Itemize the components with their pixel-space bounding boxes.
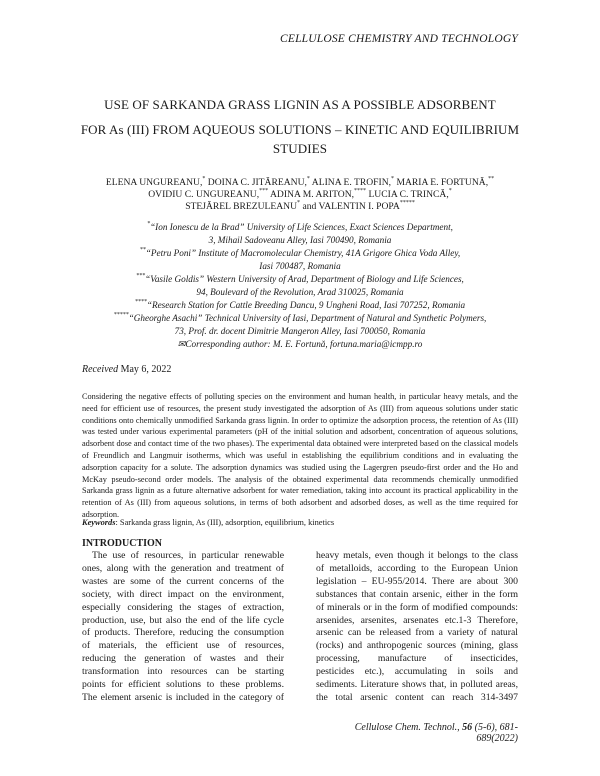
author-line-3: STEJĂREL BREZULEANU* and VALENTIN I. POPA***** (185, 200, 415, 212)
text-line: points for efficient solutions to these problems. (82, 679, 284, 691)
title-line-2: FOR As (III) FROM AQUEOUS SOLUTIONS – KINETIC AND EQUILIBRIUM (80, 122, 520, 137)
text-line: arsenides, arsenites, arsenates etc.1-3 Therefore, (316, 614, 518, 626)
author: DOINA C. JITĂREANU, (207, 177, 307, 188)
intro-column-right (316, 550, 518, 705)
section-heading: INTRODUCTION (82, 538, 163, 549)
author: ADINA M. ARITON, (269, 189, 355, 200)
author: ELENA UNGUREANU, (105, 177, 203, 188)
text-line: substances that contain arsenic, either in the form (316, 588, 518, 600)
affiliation-line: 73, Prof. dr. docent Dimitrie Mangeron Alley, Iasi 700050, Romania (174, 326, 426, 336)
affiliation-line: 94, Boulevard of the Revolution, Arad 310025, Romania (196, 287, 404, 297)
title-line-1: USE OF SARKANDA GRASS LIGNIN AS A POSSIBLE ADSORBENT (104, 97, 496, 112)
text-line: transformation into resources can be starting (82, 666, 284, 678)
author: STEJĂREL BREZULEANU (185, 201, 298, 212)
text-line: of materials, the efficient use of resources, (82, 640, 284, 652)
author: ALINA E. TROFIN, (311, 177, 392, 188)
corresponding-author: ✉Corresponding author: M. E. Fortună, fortuna.maria@icmpp.ro (177, 339, 423, 349)
text-line: society, with direct impact on the environment, (82, 588, 284, 600)
text-line: the total arsenic content can reach 314-3497 (316, 691, 518, 703)
text-line: reducing the generation of wastes and their (82, 653, 284, 665)
journal-footer: Cellulose Chem. Technol., 56 (5-6), 681-689(2022) (354, 722, 518, 744)
affiliation-line: *“Ion Ionescu de la Brad” University of Life Sciences, Exact Sciences Department, (147, 221, 453, 232)
author: OVIDIU C. UNGUREANU, (148, 189, 260, 200)
affiliation-line: *****“Gheorghe Asachi” Technical University of Iasi, Department of Natural and Synthetic Polymers, (113, 312, 487, 323)
text-line: sediments. Literature shows that, in polluted areas, (316, 679, 518, 691)
affiliation-line: ***“Vasile Goldis” Western University of Arad, Department of Biology and Life Sciences, (136, 273, 464, 284)
affiliation-line: 3, Mihail Sadoveanu Alley, Iasi 700490, Romania (208, 235, 392, 245)
intro-column-left (82, 550, 284, 705)
text-line: pesticides etc.), accumulating in soils and (316, 666, 518, 678)
keywords: Keywords: Sarkanda grass lignin, As (III), adsorption, equilibrium, kinetics (82, 518, 335, 527)
text-line: The use of resources, in particular renewable (92, 550, 284, 561)
abstract: Considering the negative effects of polluting species on the environment and human health, in particular heavy metals, and the need for efficient use of resources, the present study investigated the adsorption of As (III) from aqueous solutions under static conditions onto chemically unmodified Sarkanda grass lignin. In order to optimize the adsorption process, the retention of As (III) was tested under various experimental parameters (pH of the initial solution and adsorbent, concentration of aqueous solutions, adsorbent dose and contact time of the two phases). The experimental data obtained were interpreted based on the classical models of Freundlich and Langmuir isotherms, which was useful in establishing the equilibrium conditions and in evaluating the adsorption capacity for a solute. The adsorption dynamics was studied using the Lagergren pseudo-first order and the Ho and McKay pseudo-second order models. The analysis of the obtained experimental data recommends chemically unmodified Sarkanda grass lignin as a future alternative adsorbent for water remediation, taking into account its practical applicability in the retention of As (III) from aqueous solutions, in terms of both adsorbent and adsorbed doses, as well as the time required for adsorption. (82, 392, 518, 519)
journal-header: CELLULOSE CHEMISTRY AND TECHNOLOGY (279, 33, 518, 45)
received-date: Received May 6, 2022 (82, 364, 172, 375)
text-line: especially considering the stages of extraction, (82, 601, 284, 613)
text-line: heavy metals, even though it belongs to the class (316, 550, 518, 561)
author-line-1: ELENA UNGUREANU,* DOINA C. JITĂREANU,* ALINA E. TROFIN,* MARIA E. FORTUNĂ,** (105, 176, 495, 188)
text-line: legislation – EU-955/2014. There are about 300 (316, 575, 518, 587)
text-line: of products. Therefore, reducing the consumption (82, 627, 284, 639)
affiliation-line: ****“Research Station for Cattle Breeding Dancu, 9 Ungheni Road, Iasi 707252, Romania (134, 299, 466, 310)
text-line: of minerals or in the form of modified compounds: (316, 601, 518, 613)
author: LUCIA C. TRINCĂ, (368, 189, 449, 200)
title-line-3: STUDIES (272, 141, 328, 156)
author-line-2: OVIDIU C. UNGUREANU,*** ADINA M. ARITON,**** LUCIA C. TRINCĂ,* (148, 188, 452, 200)
text-line: The element arsenic is included in the category of (82, 691, 284, 703)
text-line: ones, along with the generation and treatment of (82, 562, 284, 574)
text-line: production, use, but also the end of the life cycle (82, 614, 284, 626)
text-line: of metalloids, according to the European Union (316, 562, 518, 574)
text-line: (rocks) and anthropogenic sources (mining, glass (316, 640, 518, 652)
text-line: processing, manufacture of insecticides, (316, 653, 518, 665)
text-line: arsenic can be released from a variety of natural (316, 627, 518, 639)
author: MARIA E. FORTUNĂ, (396, 177, 489, 188)
affiliation-line: **“Petru Poni” Institute of Macromolecular Chemistry, 41A Grigore Ghica Voda Alley, (139, 247, 461, 258)
author: and VALENTIN I. POPA (302, 201, 400, 212)
text-line: wastes are some of the current concerns of the (82, 575, 284, 587)
affiliation-line: Iasi 700487, Romania (259, 261, 341, 271)
